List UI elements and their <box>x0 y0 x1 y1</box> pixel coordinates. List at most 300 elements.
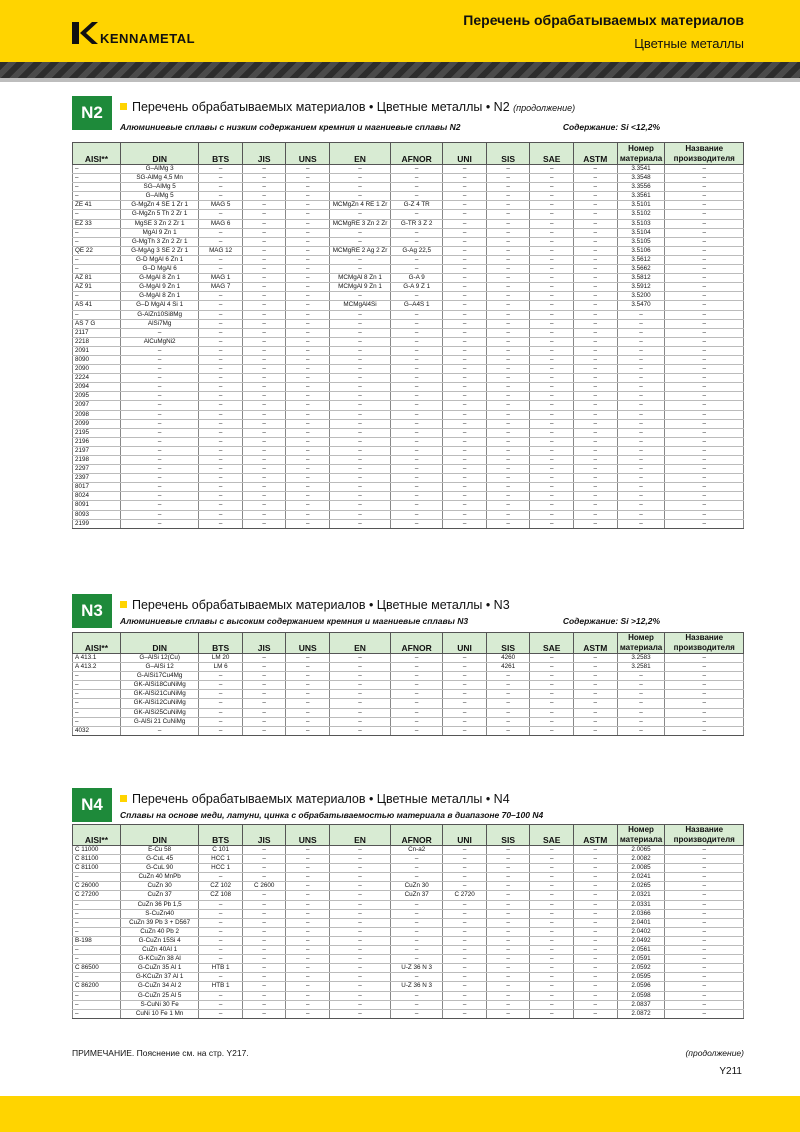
table-cell: G-MgAg 3 SE 2 Zr 1 <box>120 246 198 255</box>
table-cell: – <box>242 726 286 735</box>
table-cell: – <box>574 681 618 690</box>
table-cell: – <box>486 346 530 355</box>
table-cell: – <box>330 927 391 936</box>
table-cell: – <box>242 918 286 927</box>
header-stripe-band <box>0 62 800 82</box>
table-cell: – <box>443 519 487 528</box>
table-cell: – <box>242 1009 286 1018</box>
column-header: Номер материала <box>617 825 665 846</box>
table-cell: – <box>486 246 530 255</box>
table-cell: – <box>486 982 530 991</box>
section-title-suffix: (продолжение) <box>513 103 576 113</box>
table-row <box>73 428 744 437</box>
table-row <box>73 310 744 319</box>
table-cell: G-A 9 <box>391 274 443 283</box>
footer-band <box>0 1096 800 1132</box>
table-cell: – <box>199 292 243 301</box>
table-cell: – <box>73 927 121 936</box>
section-content-note: Содержание: Si <12,2% <box>562 122 660 132</box>
table-cell: – <box>242 927 286 936</box>
section-content-note: Содержание: Si >12,2% <box>562 616 660 626</box>
table-cell: – <box>574 927 618 936</box>
table-cell: – <box>617 355 665 364</box>
table-cell: – <box>199 310 243 319</box>
table-cell: MCMgAl 9 Zn 1 <box>330 283 391 292</box>
table-cell: – <box>199 936 243 945</box>
table-cell: AS 7 G <box>73 319 121 328</box>
table-cell: 2097 <box>73 401 121 410</box>
column-header: SIS <box>486 825 530 846</box>
table-cell: – <box>574 401 618 410</box>
table-cell: – <box>530 419 574 428</box>
table-cell: – <box>286 346 330 355</box>
table-cell: 3.2583 <box>617 654 665 663</box>
table-row <box>73 855 744 864</box>
table-cell: 2.0321 <box>617 891 665 900</box>
page-number: Y211 <box>719 1066 742 1077</box>
table-cell: – <box>199 973 243 982</box>
table-cell: U-Z 36 N 3 <box>391 964 443 973</box>
table-cell: – <box>242 492 286 501</box>
table-cell: – <box>286 292 330 301</box>
table-cell: – <box>665 864 744 873</box>
table-cell: – <box>665 192 744 201</box>
table-cell: – <box>330 265 391 274</box>
table-cell: – <box>286 681 330 690</box>
table-cell: – <box>330 319 391 328</box>
table-cell: – <box>665 699 744 708</box>
table-cell: 2199 <box>73 519 121 528</box>
table-cell: – <box>665 201 744 210</box>
table-cell: – <box>242 474 286 483</box>
table-cell: – <box>391 328 443 337</box>
table-cell: – <box>242 192 286 201</box>
table-row <box>73 654 744 663</box>
table-cell: – <box>665 246 744 255</box>
table-cell: – <box>617 681 665 690</box>
table-cell: – <box>330 501 391 510</box>
table-row <box>73 319 744 328</box>
table-cell: – <box>391 419 443 428</box>
table-cell: – <box>530 310 574 319</box>
table-cell: – <box>286 192 330 201</box>
table-row <box>73 419 744 428</box>
table-cell: – <box>530 1009 574 1018</box>
table-cell: – <box>530 1000 574 1009</box>
table-cell: – <box>286 1000 330 1009</box>
table-cell: – <box>617 337 665 346</box>
table-row <box>73 474 744 483</box>
table-cell: – <box>391 864 443 873</box>
section-badge: N4 <box>72 788 112 822</box>
table-cell: – <box>286 492 330 501</box>
table-cell: – <box>443 283 487 292</box>
table-row <box>73 991 744 1000</box>
table-cell: – <box>530 446 574 455</box>
table-cell: – <box>617 365 665 374</box>
table-cell: – <box>391 392 443 401</box>
table-cell: – <box>73 292 121 301</box>
table-cell: – <box>486 337 530 346</box>
table-cell: – <box>443 708 487 717</box>
table-cell: – <box>530 726 574 735</box>
table-cell: – <box>242 964 286 973</box>
table-cell: G–AlMg 3 <box>120 165 198 174</box>
table-cell: 3.5104 <box>617 228 665 237</box>
table-cell: – <box>391 383 443 392</box>
table-cell: – <box>574 690 618 699</box>
table-cell: – <box>286 1009 330 1018</box>
table-cell: – <box>242 301 286 310</box>
table-cell: – <box>574 319 618 328</box>
table-cell: C 27200 <box>73 891 121 900</box>
table-cell: – <box>574 699 618 708</box>
table-cell: 2218 <box>73 337 121 346</box>
table-cell: – <box>530 936 574 945</box>
table-cell: – <box>574 1000 618 1009</box>
table-cell: – <box>242 174 286 183</box>
table-cell: – <box>73 955 121 964</box>
table-cell: – <box>665 991 744 1000</box>
table-cell: – <box>199 690 243 699</box>
table-cell: – <box>120 355 198 364</box>
table-cell: – <box>199 210 243 219</box>
table-cell: G–D MgAl 4 Si 1 <box>120 301 198 310</box>
table-cell: – <box>665 274 744 283</box>
section-title-text: Перечень обрабатываемых материалов • Цветные металлы • N4 <box>132 792 510 806</box>
table-cell: – <box>530 165 574 174</box>
column-header: AFNOR <box>391 143 443 165</box>
table-cell: – <box>73 909 121 918</box>
table-cell: – <box>530 873 574 882</box>
table-cell: – <box>665 891 744 900</box>
table-cell: – <box>486 383 530 392</box>
column-header: DIN <box>120 143 198 165</box>
table-row <box>73 946 744 955</box>
table-cell: – <box>443 726 487 735</box>
table-cell: – <box>330 946 391 955</box>
table-cell: – <box>665 383 744 392</box>
table-cell: – <box>391 1000 443 1009</box>
table-cell: E-Cu 58 <box>120 846 198 855</box>
table-cell: – <box>242 483 286 492</box>
table-cell: – <box>286 310 330 319</box>
table-cell: – <box>486 419 530 428</box>
table-cell: – <box>617 383 665 392</box>
table-cell: – <box>242 501 286 510</box>
table-cell: – <box>286 699 330 708</box>
table-cell: – <box>530 864 574 873</box>
table-row <box>73 401 744 410</box>
table-cell: – <box>443 292 487 301</box>
table-cell: – <box>286 383 330 392</box>
table-cell: – <box>443 255 487 264</box>
table-row <box>73 519 744 528</box>
table-cell: – <box>574 255 618 264</box>
brand-name: KENNAMETAL <box>100 30 196 46</box>
table-cell: – <box>242 456 286 465</box>
table-cell: – <box>665 474 744 483</box>
table-cell: – <box>242 672 286 681</box>
table-cell: – <box>242 991 286 1000</box>
table-cell: – <box>665 672 744 681</box>
table-cell: – <box>330 681 391 690</box>
table-cell: G-Z 4 TR <box>391 201 443 210</box>
table-cell: – <box>199 991 243 1000</box>
table-cell: – <box>199 873 243 882</box>
table-cell: – <box>530 428 574 437</box>
table-cell: – <box>443 355 487 364</box>
table-cell: – <box>574 946 618 955</box>
table-cell: C 2600 <box>242 882 286 891</box>
table-cell: – <box>286 237 330 246</box>
table-cell: – <box>120 456 198 465</box>
column-header: SIS <box>486 143 530 165</box>
table-cell: – <box>665 328 744 337</box>
table-cell: – <box>665 465 744 474</box>
table-cell: – <box>665 337 744 346</box>
section-subtitle: Алюминиевые сплавы с высоким содержанием кремния и магниевые сплавы N3 <box>120 616 469 626</box>
table-cell: – <box>199 374 243 383</box>
table-cell: – <box>199 708 243 717</box>
table-cell: – <box>391 991 443 1000</box>
table-cell: – <box>199 1000 243 1009</box>
table-cell: – <box>242 292 286 301</box>
table-cell: – <box>530 483 574 492</box>
table-cell: – <box>617 699 665 708</box>
table-cell: – <box>665 882 744 891</box>
table-cell: – <box>330 882 391 891</box>
table-cell: 8017 <box>73 483 121 492</box>
table-cell: AlSi7Mg <box>120 319 198 328</box>
table-row <box>73 410 744 419</box>
table-row <box>73 437 744 446</box>
table-cell: – <box>486 265 530 274</box>
table-cell: – <box>330 726 391 735</box>
table-cell: – <box>443 717 487 726</box>
table-cell: – <box>286 717 330 726</box>
table-cell: – <box>286 882 330 891</box>
table-cell: – <box>286 165 330 174</box>
table-cell: MgAl 9 Zn 1 <box>120 228 198 237</box>
table-cell: – <box>486 365 530 374</box>
table-cell: – <box>574 882 618 891</box>
table-cell: – <box>286 228 330 237</box>
table-cell: – <box>286 219 330 228</box>
table-row <box>73 717 744 726</box>
table-cell: – <box>242 855 286 864</box>
table-cell: GK-AlSi12CuNiMg <box>120 699 198 708</box>
table-cell: – <box>391 690 443 699</box>
table-cell: G-MgZn 5 Th 2 Zr 1 <box>120 210 198 219</box>
table-cell: G-CuZn 25 Al 5 <box>120 991 198 1000</box>
table-cell: – <box>574 873 618 882</box>
table-cell: 2.0592 <box>617 964 665 973</box>
table-cell: – <box>574 663 618 672</box>
table-row <box>73 165 744 174</box>
table-cell: – <box>617 446 665 455</box>
table-cell: – <box>391 337 443 346</box>
table-cell: – <box>530 918 574 927</box>
table-cell: – <box>391 174 443 183</box>
table-cell: – <box>486 681 530 690</box>
table-cell: – <box>286 726 330 735</box>
table-cell: – <box>530 228 574 237</box>
table-cell: – <box>286 401 330 410</box>
table-cell: – <box>330 237 391 246</box>
table-cell: – <box>391 873 443 882</box>
table-row <box>73 283 744 292</box>
table-cell: – <box>286 501 330 510</box>
table-cell: – <box>574 726 618 735</box>
table-cell: – <box>73 681 121 690</box>
table-cell: – <box>73 174 121 183</box>
column-header: BTS <box>199 825 243 846</box>
table-cell: – <box>617 346 665 355</box>
table-cell: – <box>443 265 487 274</box>
table-cell: – <box>443 510 487 519</box>
table-row <box>73 192 744 201</box>
table-cell: – <box>199 492 243 501</box>
table-cell: – <box>443 973 487 982</box>
table-cell: – <box>330 183 391 192</box>
table-cell: – <box>486 918 530 927</box>
column-header: UNS <box>286 143 330 165</box>
table-cell: – <box>574 355 618 364</box>
table-cell: – <box>574 310 618 319</box>
table-cell: – <box>242 446 286 455</box>
table-cell: – <box>574 428 618 437</box>
table-cell: – <box>120 428 198 437</box>
table-cell: – <box>665 365 744 374</box>
table-row <box>73 265 744 274</box>
table-cell: – <box>574 955 618 964</box>
table-cell: – <box>443 699 487 708</box>
table-cell: 2198 <box>73 456 121 465</box>
table-cell: – <box>617 465 665 474</box>
table-cell: 3.2581 <box>617 663 665 672</box>
table-row <box>73 183 744 192</box>
table-cell: – <box>665 319 744 328</box>
table-cell: – <box>391 501 443 510</box>
table-cell: – <box>242 255 286 264</box>
table-cell: – <box>530 991 574 1000</box>
table-cell: – <box>574 492 618 501</box>
table-cell: 2095 <box>73 392 121 401</box>
table-cell: – <box>391 437 443 446</box>
table-cell: – <box>199 519 243 528</box>
table-cell: 2297 <box>73 465 121 474</box>
table-cell: – <box>286 365 330 374</box>
table-cell: GK-AlSi18CuNiMg <box>120 681 198 690</box>
table-cell: C 11000 <box>73 846 121 855</box>
table-cell: – <box>574 909 618 918</box>
table-cell: – <box>330 365 391 374</box>
table-row <box>73 246 744 255</box>
table-cell: – <box>199 717 243 726</box>
table-cell: – <box>530 982 574 991</box>
table-cell: – <box>574 717 618 726</box>
table-cell: – <box>242 654 286 663</box>
table-cell: – <box>530 519 574 528</box>
table-row <box>73 446 744 455</box>
table-cell: – <box>286 690 330 699</box>
column-header: EN <box>330 633 391 654</box>
table-cell: G-MgAl 8 Zn 1 <box>120 292 198 301</box>
table-cell: – <box>330 510 391 519</box>
table-cell: – <box>242 873 286 882</box>
table-cell: – <box>665 1000 744 1009</box>
table-cell: – <box>286 864 330 873</box>
table-row <box>73 900 744 909</box>
table-cell: – <box>486 310 530 319</box>
table-cell: C 26000 <box>73 882 121 891</box>
table-cell: – <box>574 228 618 237</box>
k-mark-icon <box>72 18 98 48</box>
table-cell: 4032 <box>73 726 121 735</box>
table-cell: – <box>530 237 574 246</box>
table-cell: AlCuMgNi2 <box>120 337 198 346</box>
table-cell: – <box>574 346 618 355</box>
table-cell: – <box>486 301 530 310</box>
table-cell: 8090 <box>73 355 121 364</box>
table-row <box>73 492 744 501</box>
table-cell: – <box>391 456 443 465</box>
materials-table <box>72 824 744 1019</box>
table-cell: – <box>617 672 665 681</box>
table-cell: – <box>242 283 286 292</box>
table-cell: – <box>486 474 530 483</box>
table-cell: 3.5200 <box>617 292 665 301</box>
column-header: UNI <box>443 825 487 846</box>
table-cell: – <box>286 891 330 900</box>
table-cell: – <box>286 672 330 681</box>
table-row <box>73 690 744 699</box>
table-cell: – <box>330 955 391 964</box>
table-cell: – <box>665 690 744 699</box>
table-cell: – <box>391 210 443 219</box>
table-row <box>73 201 744 210</box>
table-cell: Cn-a2 <box>391 846 443 855</box>
table-cell: – <box>199 319 243 328</box>
table-cell: – <box>443 927 487 936</box>
table-cell: – <box>486 165 530 174</box>
table-cell: G–AlSi 12 <box>120 663 198 672</box>
table-cell: – <box>286 210 330 219</box>
table-cell: – <box>242 909 286 918</box>
table-cell: – <box>574 654 618 663</box>
table-cell: – <box>330 1009 391 1018</box>
table-cell: – <box>286 654 330 663</box>
table-cell: G–AlSi 12(Cu) <box>120 654 198 663</box>
table-cell: G-MgAl 8 Zn 1 <box>120 274 198 283</box>
table-cell: – <box>199 927 243 936</box>
table-cell: – <box>665 292 744 301</box>
table-cell: – <box>286 265 330 274</box>
table-cell: – <box>242 510 286 519</box>
table-cell: – <box>486 1009 530 1018</box>
table-cell: – <box>330 355 391 364</box>
table-cell: – <box>199 346 243 355</box>
table-cell: – <box>242 846 286 855</box>
section-badge: N3 <box>72 594 112 628</box>
table-cell: – <box>617 328 665 337</box>
table-cell: – <box>574 419 618 428</box>
table-cell: – <box>391 374 443 383</box>
table-cell: HCC 1 <box>199 855 243 864</box>
table-cell: – <box>286 918 330 927</box>
table-cell: ZE 41 <box>73 201 121 210</box>
